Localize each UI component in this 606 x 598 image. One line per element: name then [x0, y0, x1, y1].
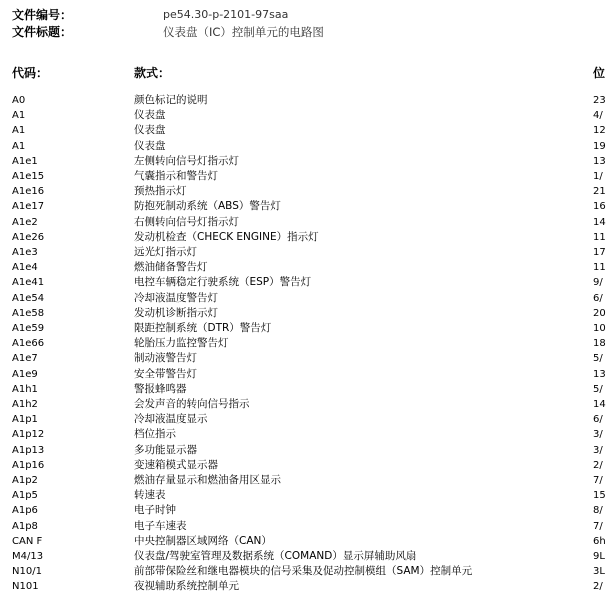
row-code: A1e4: [12, 262, 38, 274]
row-code: M4/13: [12, 551, 44, 562]
table-row: [0, 184, 606, 199]
row-description: 冷却液温度警告灯: [134, 291, 218, 304]
row-position: 14: [593, 399, 606, 410]
row-description: 夜视辅助系统控制单元: [134, 580, 239, 593]
row-description: 轮胎压力监控警告灯: [134, 337, 229, 350]
row-description: 仪表盘: [134, 109, 166, 122]
row-position: 12: [593, 125, 606, 137]
row-code: A1: [12, 125, 26, 137]
row-position: 3/: [593, 444, 603, 456]
row-position: 3/: [593, 429, 603, 441]
column-header-desc: 款式：: [134, 66, 171, 80]
row-description: 仪表盘: [134, 124, 166, 137]
doc-title-label: 文件标题：: [12, 25, 73, 39]
row-code: CAN F: [12, 535, 43, 547]
row-position: 1/: [593, 171, 603, 182]
row-code: A1p6: [12, 505, 38, 517]
table-row: [0, 458, 601, 473]
row-position: 23: [593, 95, 606, 106]
row-position: 8/: [593, 505, 603, 517]
table-row: [0, 519, 601, 534]
table-row: [0, 503, 601, 518]
row-description: 气囊指示和警告灯: [134, 170, 218, 182]
row-position: 11: [593, 262, 606, 274]
row-position: 17: [593, 247, 606, 258]
row-description: 发动机诊断指示灯: [134, 306, 218, 319]
row-position: 2/: [593, 459, 603, 471]
row-description: 档位指示: [134, 428, 176, 441]
table-row: [0, 443, 601, 458]
row-code: A1e41: [12, 277, 45, 289]
row-position: 4/: [593, 110, 603, 122]
row-description: 变速箱模式显示器: [134, 458, 218, 471]
table-row: [0, 169, 601, 184]
table-row: [0, 427, 601, 442]
table-row: [0, 306, 606, 321]
table-row: [0, 397, 606, 412]
row-description: 限距控制系统（DTR）警告灯: [134, 322, 272, 334]
row-code: A0: [12, 95, 26, 106]
row-position: 15: [593, 490, 606, 502]
row-code: A1p5: [12, 490, 38, 502]
row-code: A1h2: [12, 399, 38, 410]
row-description: 远光灯指示灯: [134, 246, 197, 258]
row-code: A1p2: [12, 475, 38, 486]
row-code: A1e15: [12, 171, 45, 182]
row-position: 6/: [593, 414, 603, 426]
row-code: A1e9: [12, 368, 38, 380]
row-position: 5/: [593, 383, 603, 395]
row-description: 警报蜂鸣器: [134, 382, 187, 395]
row-position: 20: [593, 307, 606, 319]
table-row: [0, 245, 606, 260]
table-row: [0, 215, 606, 230]
row-position: 9L: [593, 551, 605, 562]
row-description: 会发声音的转向信号指示: [134, 398, 250, 410]
table-row: [0, 93, 606, 108]
table-row: [0, 351, 601, 366]
row-description: 电子车速表: [134, 519, 187, 532]
row-description: 左侧转向信号灯指示灯: [134, 154, 239, 167]
row-code: A1: [12, 110, 26, 122]
column-header-pos: 位: [593, 66, 606, 80]
table-row: [0, 412, 601, 427]
row-position: 7/: [593, 475, 603, 486]
row-code: A1h1: [12, 383, 38, 395]
table-row: [0, 108, 601, 123]
column-header-code: 代码：: [12, 66, 49, 80]
row-position: 9/: [593, 277, 603, 289]
row-code: A1p1: [12, 414, 38, 426]
row-code: A1e26: [12, 231, 45, 243]
row-code: A1e7: [12, 353, 38, 365]
row-code: A1e58: [12, 307, 45, 319]
table-row: [0, 488, 606, 503]
table-row: [0, 230, 606, 245]
doc-title-value: 仪表盘（IC）控制单元的电路图: [163, 25, 324, 39]
table-row: [0, 549, 605, 564]
row-position: 10: [593, 323, 606, 334]
doc-number-label: 文件编号：: [12, 8, 73, 22]
row-description: 中央控制器区域网络（CAN）: [134, 534, 272, 547]
table-row: [0, 336, 606, 351]
row-code: A1p13: [12, 444, 45, 456]
row-code: A1e17: [12, 201, 45, 213]
row-position: 6/: [593, 292, 603, 304]
table-row: [0, 564, 605, 579]
row-code: A1e1: [12, 155, 38, 167]
table-row: [0, 154, 606, 169]
row-description: 发动机检查（CHECK ENGINE）指示灯: [134, 230, 319, 243]
row-code: A1e59: [12, 323, 45, 334]
row-code: N101: [12, 581, 39, 593]
table-row: [0, 275, 601, 290]
row-position: 3L: [593, 566, 605, 578]
row-code: A1p12: [12, 429, 45, 441]
row-position: 21: [593, 186, 606, 198]
row-description: 电子时钟: [134, 504, 176, 517]
row-position: 6h: [593, 535, 606, 547]
row-code: A1e3: [12, 247, 38, 258]
table-row: [0, 382, 601, 397]
row-description: 转速表: [134, 489, 166, 502]
table-row: [0, 260, 606, 275]
row-code: A1p8: [12, 520, 38, 532]
row-code: A1e2: [12, 216, 38, 228]
row-description: 多功能显示器: [134, 443, 197, 456]
row-position: 13: [593, 368, 606, 380]
table-row: [0, 579, 601, 594]
row-description: 安全带警告灯: [134, 367, 197, 380]
row-code: A1e66: [12, 338, 45, 350]
row-description: 右侧转向信号灯指示灯: [134, 215, 239, 228]
row-description: 电控车辆稳定行驶系统（ESP）警告灯: [134, 276, 312, 289]
row-code: N10/1: [12, 566, 42, 578]
row-description: 预热指示灯: [134, 185, 187, 198]
row-position: 7/: [593, 520, 603, 532]
row-description: 燃油存量显示和燃油备用区显示: [134, 474, 281, 486]
row-description: 仪表盘/驾驶室管理及数据系统（COMAND）显示屏辅助风扇: [134, 550, 417, 562]
row-position: 2/: [593, 581, 603, 593]
row-position: 19: [593, 140, 606, 152]
row-code: A1: [12, 140, 26, 152]
row-position: 18: [593, 338, 606, 350]
row-position: 5/: [593, 353, 603, 365]
row-description: 冷却液温度显示: [134, 413, 208, 426]
row-code: A1p16: [12, 459, 45, 471]
row-position: 14: [593, 216, 606, 228]
row-description: 前部带保险丝和继电器模块的信号采集及促动控制模组（SAM）控制单元: [134, 565, 473, 578]
row-description: 燃油储备警告灯: [134, 261, 208, 274]
table-row: [0, 367, 606, 382]
row-code: A1e54: [12, 292, 45, 304]
row-position: 13: [593, 155, 606, 167]
table-row: [0, 291, 601, 306]
row-description: 制动液警告灯: [134, 352, 197, 365]
doc-number-value: pe54.30-p-2101-97saa: [163, 8, 289, 21]
table-row: [0, 534, 606, 549]
table-row: [0, 199, 606, 214]
table-row: [0, 321, 606, 336]
row-description: 防抱死制动系统（ABS）警告灯: [134, 200, 281, 213]
row-description: 仪表盘: [134, 139, 166, 152]
table-row: [0, 139, 606, 154]
row-description: 颜色标记的说明: [134, 94, 208, 106]
table-row: [0, 123, 606, 138]
row-position: 16: [593, 201, 606, 213]
row-position: 11: [593, 231, 606, 243]
row-code: A1e16: [12, 186, 45, 198]
table-row: [0, 473, 601, 488]
